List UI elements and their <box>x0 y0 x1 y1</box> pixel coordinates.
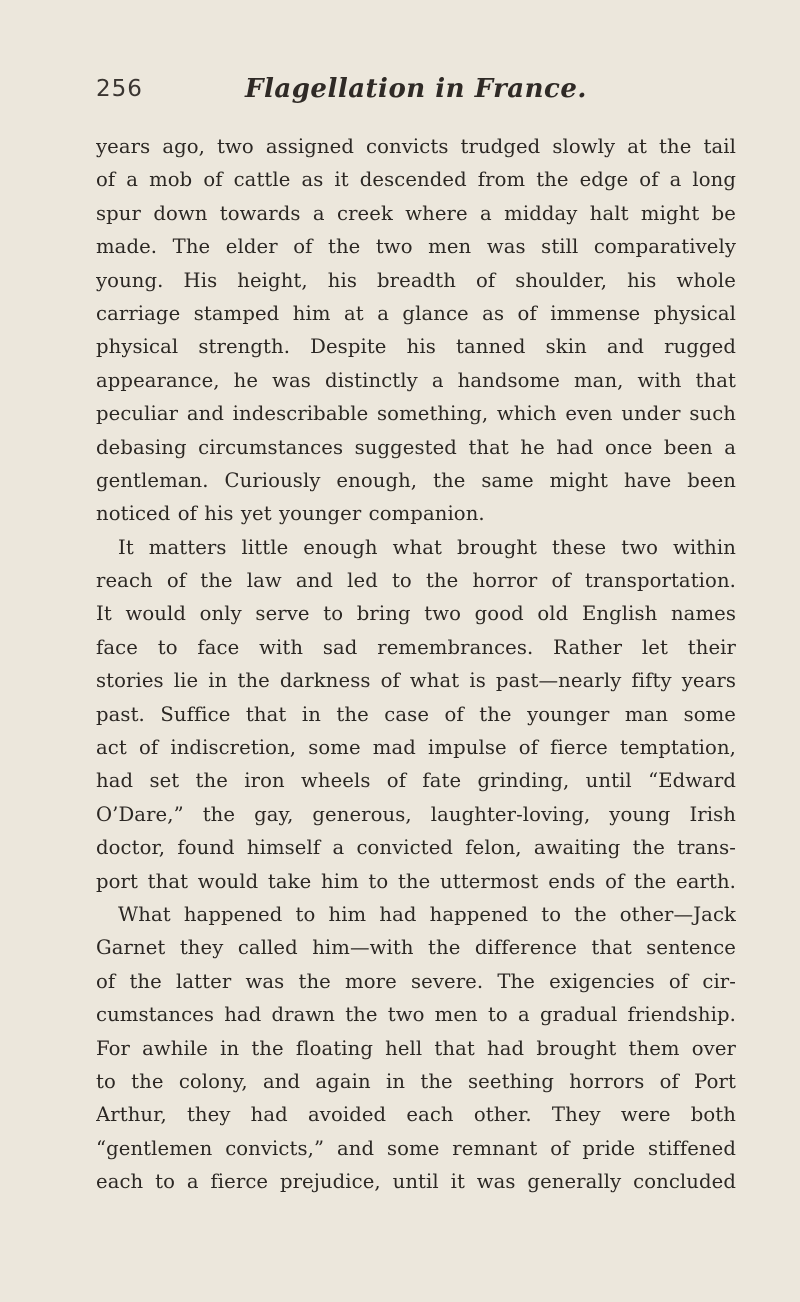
text-line: It would only serve to bring two good old English names <box>96 602 736 626</box>
text-line: O’Dare,” the gay, generous, laughter-loving, young Irish <box>96 802 736 826</box>
text-line: It matters little enough what brought these two within <box>118 535 736 559</box>
text-line: For awhile in the floating hell that had brought them over <box>96 1036 736 1060</box>
text-line: Arthur, they had avoided each other. They were both <box>96 1103 736 1127</box>
page-number: 256 <box>96 76 143 102</box>
text-line: peculiar and indescribable something, which even under such <box>96 402 736 426</box>
text-line: spur down towards a creek where a midday halt might be <box>96 201 736 225</box>
text-line: face to face with sad remembrances. Rather let their <box>96 635 736 659</box>
text-line: stories lie in the darkness of what is past—nearly fifty years <box>96 669 736 693</box>
text-line: of a mob of cattle as it descended from the edge of a long <box>96 168 736 192</box>
text-line: reach of the law and led to the horror of transportation. <box>96 569 736 593</box>
text-line: cumstances had drawn the two men to a gradual friendship. <box>96 1003 736 1027</box>
text-line: Garnet they called him—with the difference that sentence <box>96 936 736 960</box>
text-line: carriage stamped him at a glance as of immense physical <box>96 301 736 325</box>
text-line: of the latter was the more severe. The exigencies of cir- <box>96 969 736 993</box>
text-line: physical strength. Despite his tanned skin and rugged <box>96 335 736 359</box>
text-line: port that would take him to the uttermost ends of the earth. <box>96 869 736 893</box>
running-title: Flagellation in France. <box>245 74 587 104</box>
text-line: gentleman. Curiously enough, the same might have been <box>96 468 736 492</box>
text-line: young. His height, his breadth of shoulder, his whole <box>96 268 736 292</box>
text-line: debasing circumstances suggested that he had once been a <box>96 435 736 459</box>
text-line: “gentlemen convicts,” and some remnant of pride stiffened <box>96 1136 736 1160</box>
text-line: had set the iron wheels of fate grinding, until “Edward <box>96 769 736 793</box>
page-header <box>96 72 736 112</box>
body-text <box>96 130 736 1199</box>
text-line: past. Suffice that in the case of the younger man some <box>96 702 736 726</box>
text-line: made. The elder of the two men was still comparatively <box>96 235 736 259</box>
text-line: noticed of his yet younger companion. <box>96 502 485 526</box>
text-line: each to a fierce prejudice, until it was generally concluded <box>96 1170 736 1194</box>
text-line: act of indiscretion, some mad impulse of fierce temptation, <box>96 736 736 760</box>
text-line: to the colony, and again in the seething horrors of Port <box>96 1069 736 1093</box>
text-line: doctor, found himself a convicted felon, awaiting the trans- <box>96 836 736 860</box>
text-line: years ago, two assigned convicts trudged slowly at the tail <box>96 135 736 158</box>
text-line: What happened to him had happened to the other—Jack <box>118 902 736 926</box>
text-line: appearance, he was distinctly a handsome man, with that <box>96 368 736 392</box>
